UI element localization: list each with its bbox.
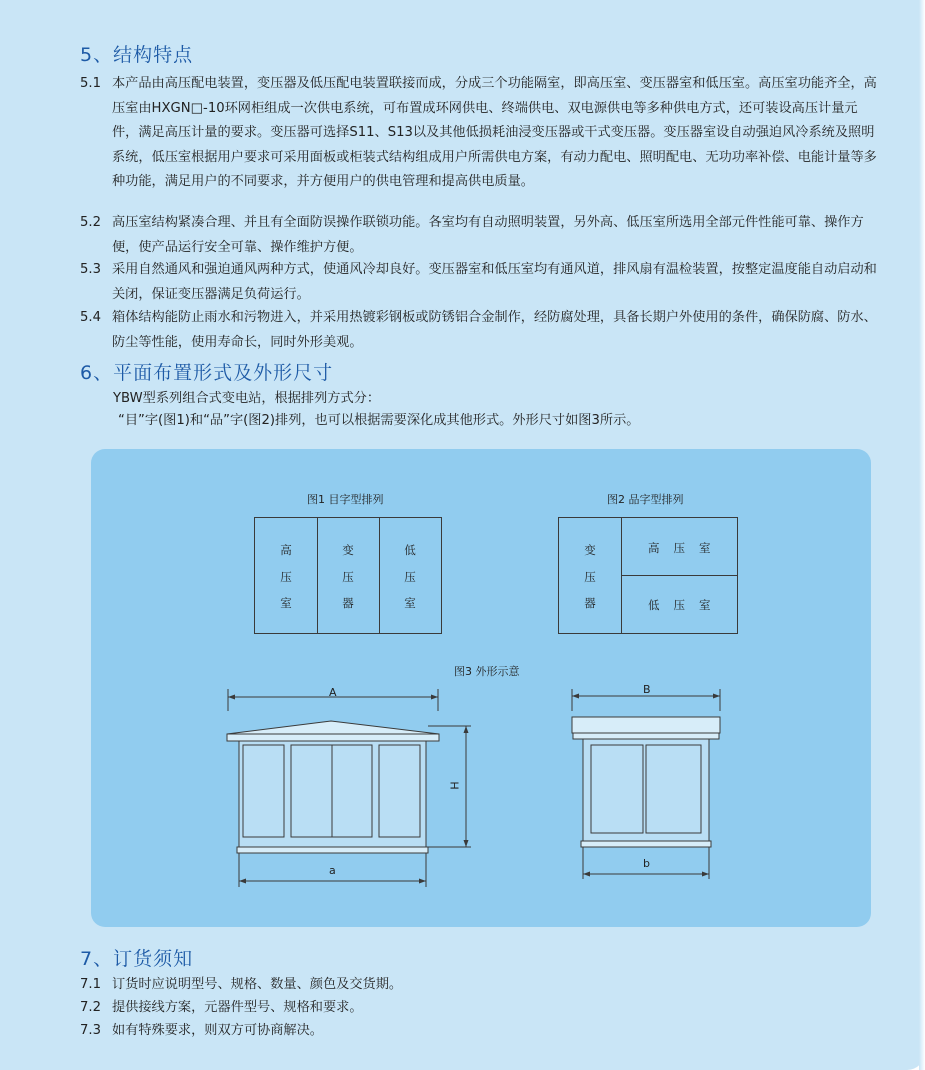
dim-label-B: B xyxy=(643,683,651,696)
fig1-room-label: 高 压 室 xyxy=(280,543,292,610)
fig1-room-label: 低 压 室 xyxy=(404,543,416,610)
item-text: 如有特殊要求，则双方可协商解决。 xyxy=(112,1023,323,1038)
fig1-room-label: 变 压 器 xyxy=(342,543,354,610)
fig1-title: 图1 目字型排列 xyxy=(307,493,384,506)
fig3-title: 图3 外形示意 xyxy=(454,665,520,678)
section5-item xyxy=(80,72,880,195)
dim-label-b: b xyxy=(643,857,650,870)
section7-item xyxy=(80,996,880,1021)
item-text: 本产品由高压配电装置，变压器及低压配电装置联接而成，分成三个功能隔室，即高压室、变压器室和低压室。高压室功能齐全，高压室由HXGN□-10环网柜组成一次供电系统，可布置成环网供电、终端供电、双电源供电等多种供电方式，还可装设高压计量元件，满足高压计量的要求。变压器可选择S11、S13以及其他低损耗油浸变压器或干式变压器。变压器室设自动强迫风冷系统及照明系统，低压室根据用户要求可采用面板或柜装式结构组成用户所需供电方案，有动力配电、照明配电、无功功率补偿、电能计量等多种功能，满足用户的不同要求，并方便用户的供电管理和提高供电质量。 xyxy=(112,76,877,189)
item-number: 7.1 xyxy=(80,977,101,992)
section7-item xyxy=(80,1019,880,1044)
section7-item xyxy=(80,973,880,998)
figure-panel xyxy=(91,449,871,927)
fig2-title: 图2 品字型排列 xyxy=(607,493,684,506)
item-number: 5.4 xyxy=(80,310,101,325)
dim-label-H: H xyxy=(447,781,461,790)
fig3-drawing xyxy=(91,449,871,927)
item-number: 7.3 xyxy=(80,1023,101,1038)
fig2-room-label: 高压室 xyxy=(648,541,725,555)
item-text: 高压室结构紧凑合理、并且有全面防误操作联锁功能。各室均有自动照明装置，另外高、低压室所选用全部元件性能可靠、操作方便，使产品运行安全可靠、操作维护方便。 xyxy=(112,215,864,255)
fig2-room-label: 低压室 xyxy=(648,598,725,612)
section5-item xyxy=(80,306,880,355)
item-number: 5.3 xyxy=(80,262,101,277)
section6-intro-line1: YBW型系列组合式变电站，根据排列方式分： xyxy=(113,391,381,406)
section6-title: 6、平面布置形式及外形尺寸 xyxy=(80,362,334,384)
fig2-room-label: 变 压 器 xyxy=(584,543,596,610)
section7-title: 7、订货须知 xyxy=(80,948,194,970)
dim-label-A: A xyxy=(329,686,337,699)
item-text: 箱体结构能防止雨水和污物进入，并采用热镀彩钢板或防锈铝合金制作，经防腐处理，具备长期户外使用的条件，确保防腐、防水、防尘等性能，使用寿命长，同时外形美观。 xyxy=(112,310,877,350)
item-number: 7.2 xyxy=(80,1000,101,1015)
section5-item xyxy=(80,211,880,260)
dim-label-a: a xyxy=(329,864,336,877)
section5-title: 5、结构特点 xyxy=(80,44,194,66)
section5-item xyxy=(80,258,880,307)
item-number: 5.2 xyxy=(80,215,101,230)
item-text: 订货时应说明型号、规格、数量、颜色及交货期。 xyxy=(112,977,403,992)
item-number: 5.1 xyxy=(80,76,101,91)
section6-intro-line2: “目”字(图1)和“品”字(图2)排列，也可以根据需要深化成其他形式。外形尺寸如图3所示。 xyxy=(118,413,640,428)
item-text: 采用自然通风和强迫通风两种方式，使通风冷却良好。变压器室和低压室均有通风道，排风扇有温检装置，按整定温度能自动启动和关闭，保证变压器满足负荷运行。 xyxy=(112,262,877,302)
item-text: 提供接线方案，元器件型号、规格和要求。 xyxy=(112,1000,363,1015)
